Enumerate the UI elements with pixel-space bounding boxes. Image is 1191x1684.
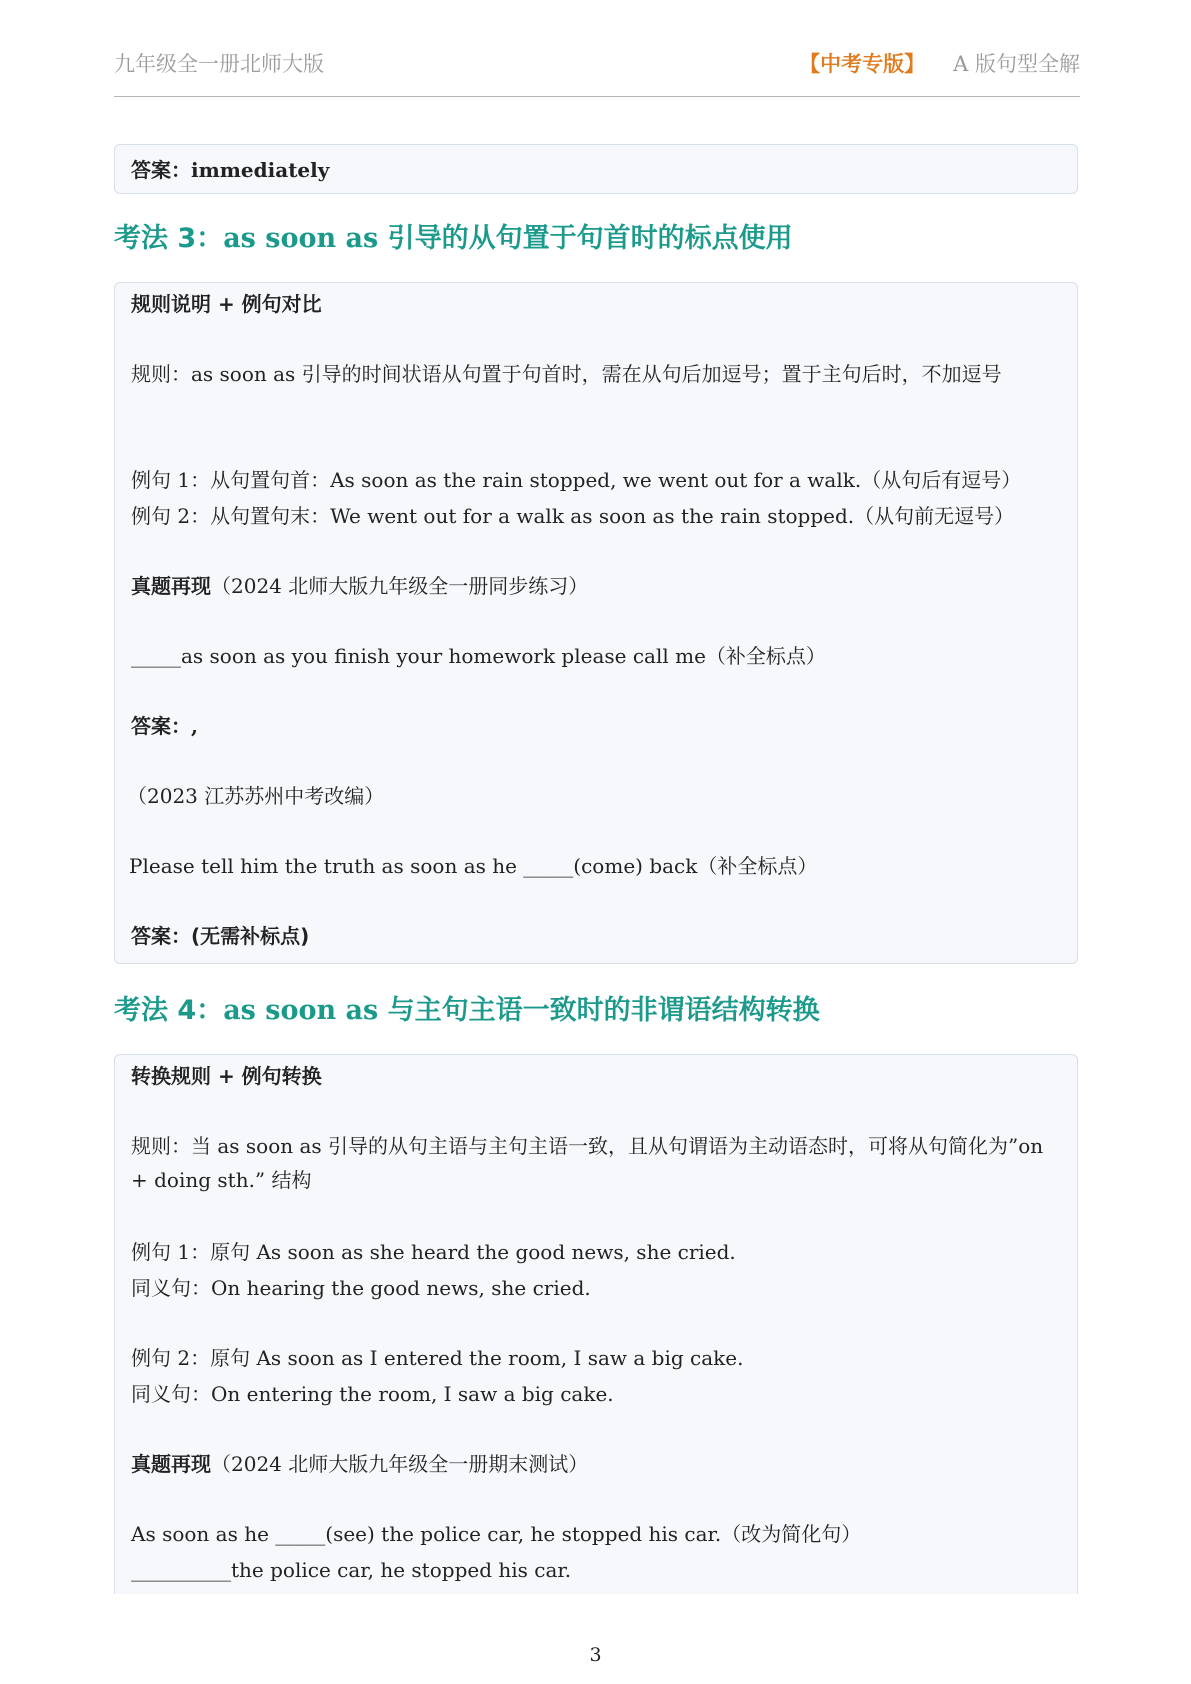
section-3-box: [114, 282, 1078, 964]
section-4-suffix: 与主句主语一致时的非谓语结构转换: [387, 995, 820, 1026]
section-3-example-2: 例句 2：从句置句末：We went out for a walk as soon as the rain stopped.（从句前无逗号）: [131, 504, 1015, 528]
section-3-prefix: 考法 3：: [114, 223, 224, 254]
real-exam-label: 真题再现: [131, 1452, 211, 1476]
section-3-question-1: _____as soon as you finish your homework please call me（补全标点）: [131, 644, 826, 668]
section-3-example-1: 例句 1：从句置句首：As soon as the rain stopped, we went out for a walk.（从句后有逗号）: [131, 468, 1022, 492]
section-4-question-1: As soon as he _____(see) the police car, he stopped his car.（改为简化句）: [131, 1522, 862, 1546]
section-3-question-2: Please tell him the truth as soon as he _____(come) back（补全标点）: [129, 854, 818, 878]
section-3-suffix: 引导的从句置于句首时的标点使用: [387, 223, 793, 254]
section-4-rule: 规则：当 as soon as 引导的从句主语与主句主语一致，且从句谓语为主动语态时，可将从句简化为”on + doing sth.” 结构: [131, 1134, 1044, 1192]
answer-label: 答案：: [131, 158, 191, 182]
answer-line: [131, 153, 1061, 187]
section-3-rule: 规则：as soon as 引导的时间状语从句置于句首时，需在从句后加逗号；置于主句后时，不加逗号: [131, 362, 1002, 386]
answer-value: immediately: [191, 158, 330, 182]
section-4-box-title: 转换规则 + 例句转换: [131, 1064, 322, 1088]
section-3-real-exam: [131, 569, 1061, 603]
answer-label: 答案：: [131, 714, 191, 738]
edition-tag: 【中考专版】: [799, 52, 926, 76]
section-3-keyword: as soon as: [223, 223, 379, 254]
section-3-answer-2: [131, 919, 1061, 953]
section-3-answer-1: [131, 709, 1061, 743]
section-4-real-exam: [131, 1447, 1061, 1481]
page-header: [114, 44, 1080, 97]
section-3-box-title: 规则说明 + 例句对比: [131, 292, 322, 316]
book-title: 九年级全一册北师大版: [114, 52, 324, 76]
real-exam-source: （2024 北师大版九年级全一册同步练习）: [211, 574, 589, 598]
section-4-example-1-synonym: 同义句：On hearing the good news, she cried.: [131, 1276, 591, 1300]
section-3-source-2: （2023 江苏苏州中考改编）: [127, 784, 385, 808]
section-4-question-1-line-2: __________the police car, he stopped his car.: [131, 1558, 572, 1582]
answer-value: (无需补标点): [191, 924, 310, 948]
real-exam-source: （2024 北师大版九年级全一册期末测试）: [211, 1452, 589, 1476]
section-4-title: [114, 988, 820, 1027]
section-4-example-1: 例句 1：原句 As soon as she heard the good news, she cried.: [131, 1240, 736, 1264]
answer-box: [114, 144, 1078, 194]
section-4-example-2-synonym: 同义句：On entering the room, I saw a big cake.: [131, 1382, 614, 1406]
section-4-box: [114, 1054, 1078, 1594]
answer-label: 答案：: [131, 924, 191, 948]
section-3-title: [114, 216, 793, 255]
header-subtitle: A 版句型全解: [953, 52, 1080, 76]
page-number: 3: [589, 1644, 602, 1666]
section-4-keyword: as soon as: [223, 995, 379, 1026]
header-right: [799, 48, 1080, 78]
real-exam-label: 真题再现: [131, 574, 211, 598]
section-4-example-2: 例句 2：原句 As soon as I entered the room, I saw a big cake.: [131, 1346, 744, 1370]
answer-value: ,: [191, 714, 198, 738]
section-4-prefix: 考法 4：: [114, 995, 224, 1026]
